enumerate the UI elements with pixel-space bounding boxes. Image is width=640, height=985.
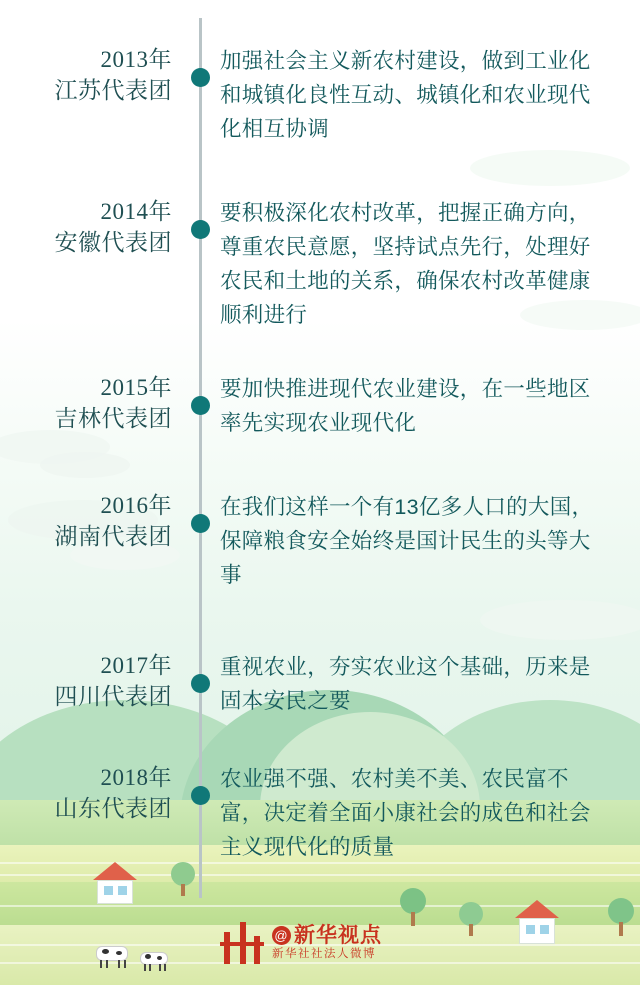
entry-text: 要积极深化农村改革，把握正确方向，尊重农民意愿，坚持试点先行，处理好农民和土地的关系，确保农村改革健康顺利进行 xyxy=(220,201,591,327)
logo-subtitle: 新华社社法人微博 xyxy=(272,948,376,961)
entry-text: 要加快推进现代农业建设，在一些地区率先实现农业现代化 xyxy=(220,377,591,435)
entry-delegation: 湖南代表团 xyxy=(54,524,172,549)
timeline-dot xyxy=(191,514,210,533)
tree-icon xyxy=(398,888,428,928)
logo-text-block xyxy=(272,925,382,961)
entry-year-block xyxy=(0,372,186,440)
tree-icon xyxy=(458,902,484,938)
timeline-entry xyxy=(0,762,640,864)
entry-year: 2016年 xyxy=(100,493,172,518)
timeline-dot xyxy=(191,220,210,239)
entry-year: 2017年 xyxy=(100,653,172,678)
entry-delegation: 安徽代表团 xyxy=(54,230,172,255)
timeline-entry xyxy=(0,372,640,440)
entry-delegation: 江苏代表团 xyxy=(54,78,172,103)
entry-year: 2018年 xyxy=(100,765,172,790)
tree-icon xyxy=(170,862,196,896)
timeline-entry xyxy=(0,490,640,592)
timeline-dot xyxy=(191,396,210,415)
cloud-icon xyxy=(480,600,640,640)
entry-year: 2013年 xyxy=(100,47,172,72)
house-icon xyxy=(86,862,144,904)
cow-icon xyxy=(92,944,134,970)
cow-icon xyxy=(136,950,176,974)
timeline-entry xyxy=(0,650,640,718)
house-icon xyxy=(508,900,566,944)
tree-icon xyxy=(606,898,636,938)
entry-year: 2014年 xyxy=(100,199,172,224)
timeline-entry xyxy=(0,196,640,332)
entry-year-block xyxy=(0,196,186,332)
entry-year-block xyxy=(0,44,186,146)
entry-year-block xyxy=(0,650,186,718)
timeline-dot xyxy=(191,68,210,87)
entry-delegation: 山东代表团 xyxy=(54,796,172,821)
timeline-dot xyxy=(191,786,210,805)
watermark-logo xyxy=(220,922,382,964)
at-symbol-icon: @ xyxy=(272,926,291,945)
entry-text: 加强社会主义新农村建设，做到工业化和城镇化良性互动、城镇化和农业现代化相互协调 xyxy=(220,49,591,141)
entry-text: 农业强不强、农村美不美、农民富不富，决定着全面小康社会的成色和社会主义现代化的质量 xyxy=(220,767,591,859)
logo-name-text: 新华视点 xyxy=(294,924,382,948)
entry-year: 2015年 xyxy=(100,375,172,400)
entry-year-block xyxy=(0,762,186,864)
entry-text: 重视农业，夯实农业这个基础，历来是固本安民之要 xyxy=(220,655,591,713)
xinhua-mark-icon xyxy=(220,922,266,964)
entry-text: 在我们这样一个有13亿多人口的大国，保障粮食安全始终是国计民生的头等大事 xyxy=(220,495,594,587)
timeline-entry xyxy=(0,44,640,146)
cloud-icon xyxy=(40,452,130,478)
cloud-icon xyxy=(470,150,630,186)
entry-delegation: 四川代表团 xyxy=(54,684,172,709)
entry-year-block xyxy=(0,490,186,592)
entry-delegation: 吉林代表团 xyxy=(54,406,172,431)
timeline-dot xyxy=(191,674,210,693)
logo-name xyxy=(272,925,382,946)
